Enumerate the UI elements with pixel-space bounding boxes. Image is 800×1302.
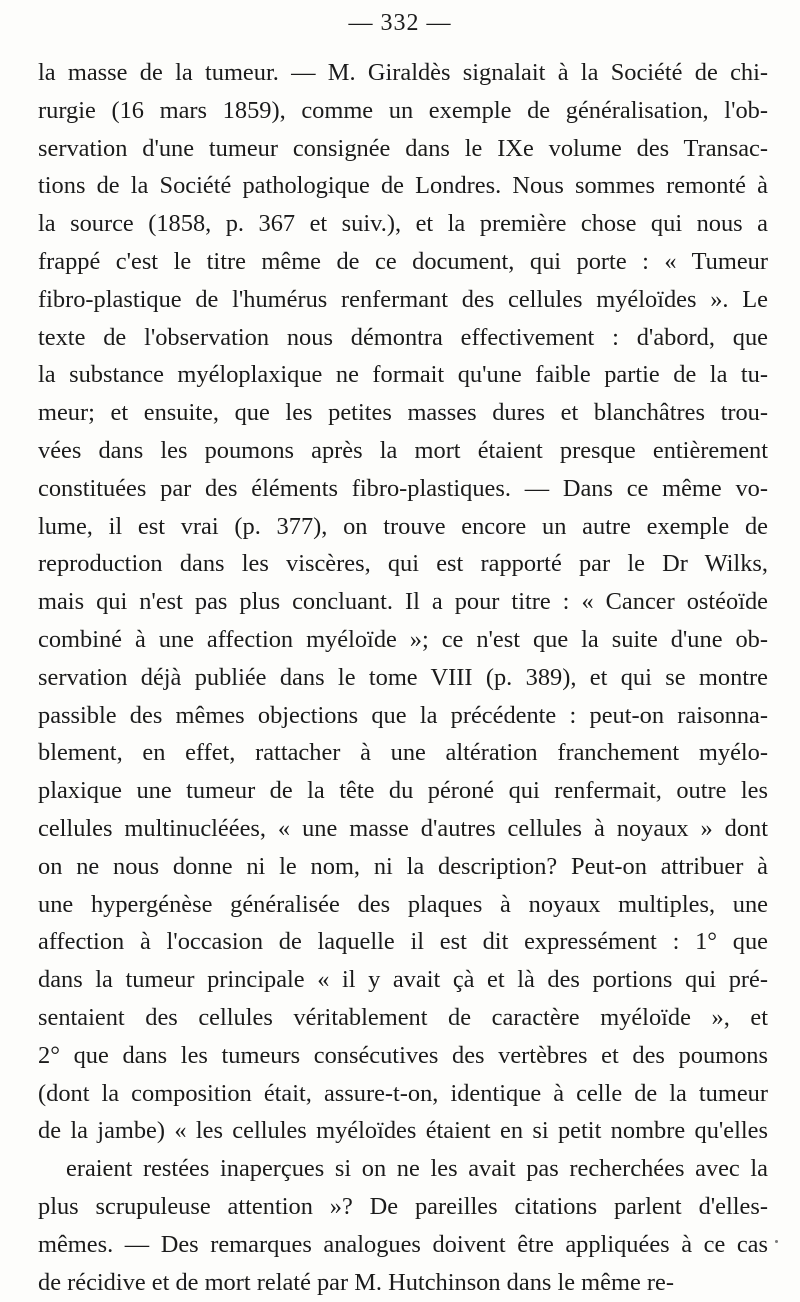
text-line: cellules multinucléées, « une masse d'autres cellules à noyaux » dont [38,814,768,842]
text-line: servation déjà publiée dans le tome VIII (p. 389), et qui se montre [38,663,768,691]
text-line: blement, en effet, rattacher à une altération franchement myélo- [38,739,768,767]
body-text [38,54,768,1301]
text-line: la masse de la tumeur. — M. Giraldès signalait à la Société de chi- [38,59,768,86]
text-line: mais qui n'est pas plus concluant. Il a pour titre : « Cancer ostéoïde [38,588,768,616]
text-line: eraient restées inaperçues si on ne les avait pas recherchées avec la [66,1155,768,1183]
text-line: passible des mêmes objections que la précédente : peut-on raisonna- [38,701,768,729]
text-line: plus scrupuleuse attention »? De pareilles citations parlent d'elles- [38,1192,768,1220]
text-line: vées dans les poumons après la mort étaient presque entièrement [38,436,768,464]
text-line: lume, il est vrai (p. 377), on trouve encore un autre exemple de [38,512,768,540]
text-line: la substance myéloplaxique ne formait qu'une faible partie de la tu- [38,361,768,389]
page-number: — 332 — [348,10,452,36]
text-line: frappé c'est le titre même de ce document, qui porte : « Tumeur [38,247,768,275]
text-line: sentaient des cellules véritablement de caractère myéloïde », et [38,1003,768,1031]
text-line: (dont la composition était, assure-t-on, identique à celle de la tumeur [38,1079,768,1107]
text-line: constituées par des éléments fibro-plastiques. — Dans ce même vo- [38,474,768,502]
text-line: dans la tumeur principale « il y avait çà et là des portions qui pré- [38,966,768,994]
text-line: tions de la Société pathologique de Londres. Nous sommes remonté à [38,172,768,200]
paper-speck [775,1240,778,1243]
text-line: on ne nous donne ni le nom, ni la description? Peut-on attribuer à [38,852,768,880]
text-line: reproduction dans les viscères, qui est rapporté par le Dr Wilks, [38,550,768,578]
text-line: 2° que dans les tumeurs consécutives des vertèbres et des poumons [38,1041,768,1069]
text-line: plaxique une tumeur de la tête du péroné qui renfermait, outre les [38,777,768,805]
text-line: rurgie (16 mars 1859), comme un exemple de généralisation, l'ob- [38,96,768,124]
text-line: meur; et ensuite, que les petites masses dures et blanchâtres trou- [38,399,768,427]
text-line: texte de l'observation nous démontra effectivement : d'abord, que [38,323,768,351]
text-line: fibro-plastique de l'humérus renfermant des cellules myéloïdes ». Le [38,285,768,313]
text-line: servation d'une tumeur consignée dans le IXe volume des Transac- [38,134,768,162]
text-line: mêmes. — Des remarques analogues doivent être appliquées à ce cas [38,1230,768,1258]
text-line: de la jambe) « les cellules myéloïdes étaient en si petit nombre qu'elles [38,1117,768,1145]
text-line: une hypergénèse généralisée des plaques à noyaux multiples, une [38,890,768,918]
text-line: la source (1858, p. 367 et suiv.), et la première chose qui nous a [38,210,768,238]
text-line: de récidive et de mort relaté par M. Hutchinson dans le même re- [38,1268,674,1296]
text-line: combiné à une affection myéloïde »; ce n'est que la suite d'une ob- [38,625,768,653]
text-line: affection à l'occasion de laquelle il est dit expressément : 1° que [38,928,768,956]
